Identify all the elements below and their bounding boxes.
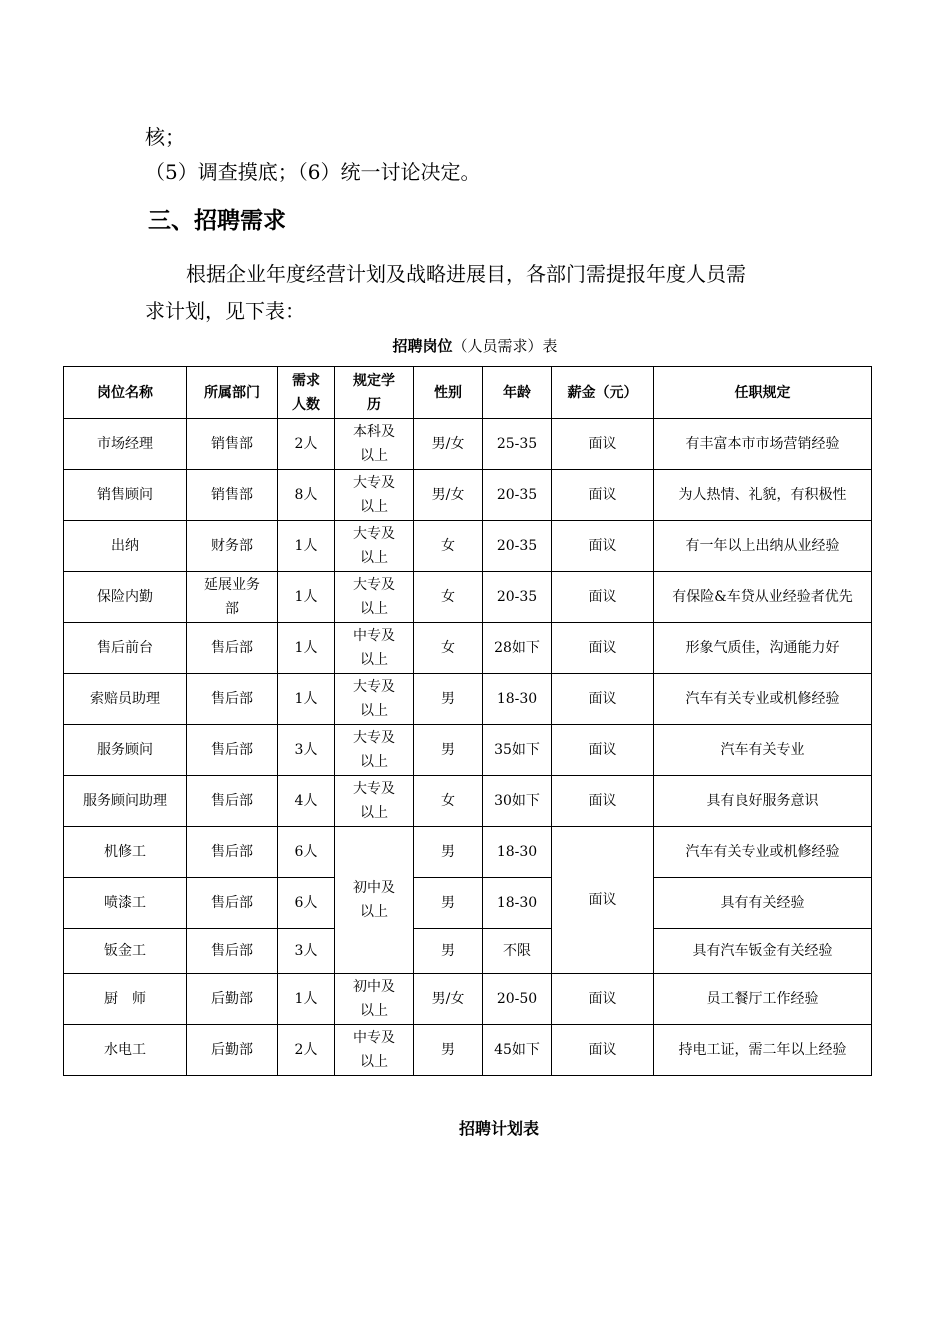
cell-count: 3人 [278, 929, 335, 974]
cell-requirement: 形象气质佳，沟通能力好 [654, 623, 872, 674]
cell-requirement: 具有有关经验 [654, 878, 872, 929]
cell-position: 厨 师 [64, 974, 187, 1025]
cell-education-line: 中专及 [353, 1030, 395, 1046]
cell-age: 45如下 [483, 1025, 552, 1076]
cell-position: 喷漆工 [64, 878, 187, 929]
cell-education-line: 以上 [360, 499, 388, 515]
table-row [64, 419, 872, 470]
cell-education-line: 大专及 [353, 781, 395, 797]
cell-education-line: 中专及 [353, 628, 395, 644]
cell-department-line: 售后部 [211, 691, 253, 707]
cell-education [335, 623, 414, 674]
cell-age: 20-50 [483, 974, 552, 1025]
cell-gender: 男/女 [414, 419, 483, 470]
cell-department-line: 后勤部 [211, 991, 253, 1007]
cell-count: 2人 [278, 1025, 335, 1076]
cell-gender: 女 [414, 521, 483, 572]
cell-salary: 面议 [552, 572, 654, 623]
cell-education-line: 大专及 [353, 730, 395, 746]
cell-gender: 女 [414, 776, 483, 827]
cell-count: 1人 [278, 974, 335, 1025]
cell-gender: 男 [414, 827, 483, 878]
cell-position: 水电工 [64, 1025, 187, 1076]
text-line-1: 核； [145, 125, 185, 149]
cell-position: 服务顾问 [64, 725, 187, 776]
table-row [64, 470, 872, 521]
cell-education [335, 674, 414, 725]
cell-salary: 面议 [552, 623, 654, 674]
cell-age: 18-30 [483, 827, 552, 878]
cell-salary: 面议 [552, 521, 654, 572]
header-count [278, 367, 335, 419]
header-edu-l1: 规定学 [353, 372, 395, 389]
cell-position: 保险内勤 [64, 572, 187, 623]
cell-position: 销售顾问 [64, 470, 187, 521]
recruitment-table [63, 366, 872, 1076]
cell-department [187, 623, 278, 674]
cell-age: 20-35 [483, 572, 552, 623]
cell-count: 1人 [278, 521, 335, 572]
cell-education-line: 本科及 [353, 424, 395, 440]
cell-count: 6人 [278, 878, 335, 929]
cell-salary: 面议 [552, 776, 654, 827]
cell-requirement: 汽车有关专业或机修经验 [654, 827, 872, 878]
cell-count: 4人 [278, 776, 335, 827]
cell-education-line: 以上 [360, 1003, 388, 1019]
cell-education [335, 725, 414, 776]
cell-age: 20-35 [483, 521, 552, 572]
cell-gender: 男/女 [414, 470, 483, 521]
header-requirement: 任职规定 [654, 367, 872, 419]
cell-department [187, 419, 278, 470]
cell-gender: 男 [414, 1025, 483, 1076]
cell-education-line: 以上 [360, 652, 388, 668]
cell-position: 出纳 [64, 521, 187, 572]
cell-education-merged [335, 827, 414, 974]
header-education [335, 367, 414, 419]
cell-department [187, 1025, 278, 1076]
cell-salary: 面议 [552, 725, 654, 776]
table-caption-rest: （人员需求）表 [452, 337, 558, 355]
cell-education-merged-line: 以上 [360, 904, 388, 920]
cell-position: 机修工 [64, 827, 187, 878]
cell-education [335, 521, 414, 572]
text-line-2: （5）调查摸底；（6）统一讨论决定。 [145, 160, 481, 184]
cell-education-line: 以上 [360, 448, 388, 464]
cell-department-line: 售后部 [211, 895, 253, 911]
cell-age: 18-30 [483, 878, 552, 929]
cell-education [335, 1025, 414, 1076]
header-position: 岗位名称 [64, 367, 187, 419]
cell-gender: 男 [414, 929, 483, 974]
cell-age: 28如下 [483, 623, 552, 674]
cell-gender: 女 [414, 623, 483, 674]
cell-education-line: 初中及 [353, 979, 395, 995]
cell-count: 1人 [278, 623, 335, 674]
cell-requirement: 有一年以上出纳从业经验 [654, 521, 872, 572]
cell-education-line: 以上 [360, 550, 388, 566]
cell-age: 不限 [483, 929, 552, 974]
cell-department [187, 725, 278, 776]
cell-gender: 女 [414, 572, 483, 623]
cell-department-line: 销售部 [211, 436, 253, 452]
cell-education-merged-line: 初中及 [353, 880, 395, 896]
header-count-l1: 需求 [292, 372, 320, 389]
table-row [64, 572, 872, 623]
cell-education [335, 419, 414, 470]
cell-position: 钣金工 [64, 929, 187, 974]
cell-department-line: 财务部 [211, 538, 253, 554]
cell-education-line: 大专及 [353, 679, 395, 695]
cell-education [335, 572, 414, 623]
cell-education-line: 大专及 [353, 475, 395, 491]
section-heading: 三、招聘需求 [148, 208, 286, 234]
cell-department-line: 售后部 [211, 793, 253, 809]
table-row [64, 974, 872, 1025]
cell-department-line: 售后部 [211, 943, 253, 959]
table-row [64, 776, 872, 827]
cell-count: 8人 [278, 470, 335, 521]
cell-education [335, 470, 414, 521]
cell-education-line: 以上 [360, 1054, 388, 1070]
cell-count: 3人 [278, 725, 335, 776]
cell-education-line: 以上 [360, 601, 388, 617]
cell-education-line: 大专及 [353, 526, 395, 542]
cell-requirement: 汽车有关专业 [654, 725, 872, 776]
header-count-l2: 人数 [292, 396, 320, 413]
cell-education [335, 974, 414, 1025]
cell-gender: 男 [414, 725, 483, 776]
table-row [64, 827, 872, 878]
table-header-row [64, 367, 872, 419]
plan-table-title: 招聘计划表 [458, 1119, 539, 1138]
text-line-3: 根据企业年度经营计划及战略进展目，各部门需提报年度人员需 [186, 262, 746, 286]
cell-salary-merged: 面议 [552, 827, 654, 974]
cell-education-line: 以上 [360, 754, 388, 770]
cell-requirement: 汽车有关专业或机修经验 [654, 674, 872, 725]
header-salary: 薪金（元） [552, 367, 654, 419]
cell-department [187, 929, 278, 974]
cell-requirement: 有保险&车贷从业经验者优先 [654, 572, 872, 623]
table-row [64, 674, 872, 725]
cell-department-line: 后勤部 [211, 1042, 253, 1058]
cell-salary: 面议 [552, 419, 654, 470]
cell-department-line: 销售部 [211, 487, 253, 503]
cell-position: 服务顾问助理 [64, 776, 187, 827]
cell-department [187, 827, 278, 878]
cell-count: 2人 [278, 419, 335, 470]
cell-count: 6人 [278, 827, 335, 878]
table-row [64, 878, 872, 929]
table-row [64, 521, 872, 572]
table-row [64, 623, 872, 674]
cell-department [187, 776, 278, 827]
cell-age: 30如下 [483, 776, 552, 827]
cell-department [187, 521, 278, 572]
cell-position: 索赔员助理 [64, 674, 187, 725]
cell-requirement: 员工餐厅工作经验 [654, 974, 872, 1025]
cell-gender: 男 [414, 674, 483, 725]
cell-requirement: 持电工证，需二年以上经验 [654, 1025, 872, 1076]
cell-department [187, 878, 278, 929]
header-age: 年龄 [483, 367, 552, 419]
cell-department-line: 售后部 [211, 742, 253, 758]
cell-department-line: 部 [225, 601, 239, 617]
cell-age: 18-30 [483, 674, 552, 725]
cell-salary: 面议 [552, 674, 654, 725]
cell-requirement: 为人热情、礼貌，有积极性 [654, 470, 872, 521]
cell-requirement: 具有汽车钣金有关经验 [654, 929, 872, 974]
cell-department-line: 延展业务 [204, 577, 260, 593]
header-edu-l2: 历 [367, 396, 381, 413]
cell-department [187, 674, 278, 725]
cell-requirement: 具有良好服务意识 [654, 776, 872, 827]
cell-gender: 男/女 [414, 974, 483, 1025]
cell-age: 20-35 [483, 470, 552, 521]
cell-education-line: 大专及 [353, 577, 395, 593]
cell-department-line: 售后部 [211, 844, 253, 860]
cell-age: 25-35 [483, 419, 552, 470]
cell-position: 市场经理 [64, 419, 187, 470]
cell-salary: 面议 [552, 470, 654, 521]
cell-salary: 面议 [552, 1025, 654, 1076]
table-row [64, 725, 872, 776]
cell-education-line: 以上 [360, 805, 388, 821]
cell-department [187, 974, 278, 1025]
table-row [64, 1025, 872, 1076]
table-row [64, 929, 872, 974]
cell-age: 35如下 [483, 725, 552, 776]
header-department: 所属部门 [187, 367, 278, 419]
cell-gender: 男 [414, 878, 483, 929]
header-gender: 性别 [414, 367, 483, 419]
cell-education-line: 以上 [360, 703, 388, 719]
cell-education [335, 776, 414, 827]
cell-department [187, 470, 278, 521]
table-caption-bold: 招聘岗位 [392, 337, 453, 355]
cell-department-line: 售后部 [211, 640, 253, 656]
cell-count: 1人 [278, 572, 335, 623]
cell-position: 售后前台 [64, 623, 187, 674]
text-line-4: 求计划，见下表： [145, 299, 305, 323]
table-caption [0, 335, 950, 357]
cell-requirement: 有丰富本市市场营销经验 [654, 419, 872, 470]
cell-salary: 面议 [552, 974, 654, 1025]
cell-count: 1人 [278, 674, 335, 725]
cell-department [187, 572, 278, 623]
